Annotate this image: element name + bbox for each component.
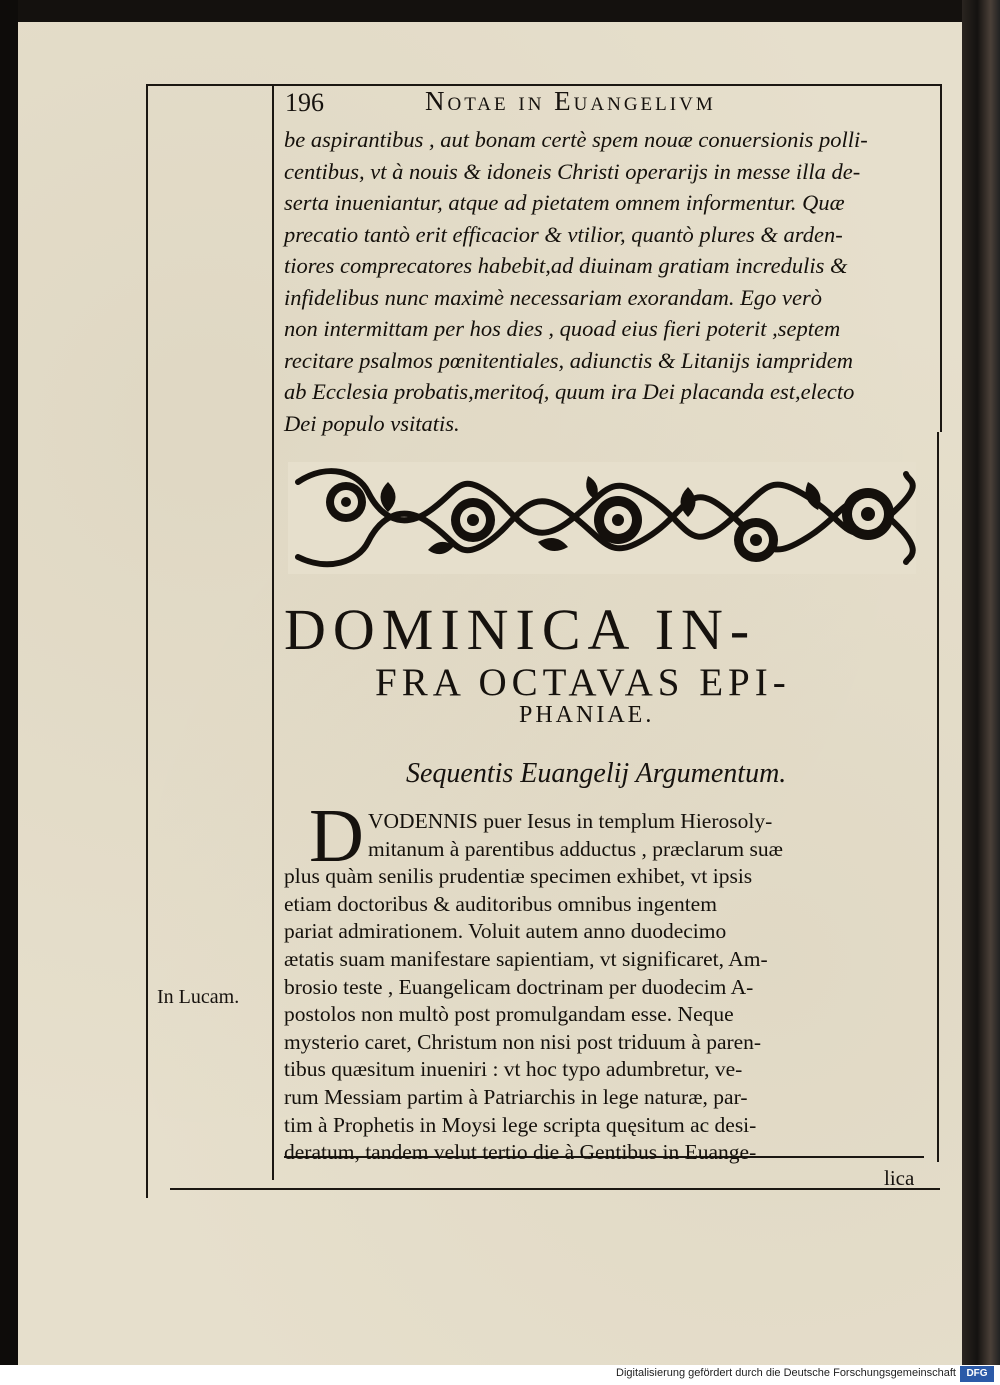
body-line: mitanum à parentibus adductus , præclarum suæ [368,836,783,861]
bottom-rule [170,1188,940,1190]
dfg-logo: DFG [960,1366,994,1382]
body-line: etiam doctoribus & auditoribus omnibus ingentem [284,891,717,916]
body-line: tim à Prophetis in Moysi lege scripta quęsitum ac desi- [284,1112,757,1137]
italic-line: infidelibus nunc maximè necessariam exorandam. Ego verò [284,284,823,310]
body-line: mysterio caret, Christum non nisi post triduum à paren- [284,1029,762,1054]
body-line: brosio teste , Euangelicam doctrinam per duodecim A- [284,974,754,999]
catchword: lica [884,1166,915,1190]
funding-credit: Digitalisierung gefördert durch die Deutsche Forschungsgemeinschaft [616,1367,956,1379]
body-line: rum Messiam partim à Patriarchis in lege naturæ, par- [284,1084,748,1109]
argument-subtitle: Sequentis Euangelij Argumentum. [406,758,787,789]
italic-line: tiores comprecatores habebit,ad diuinam gratiam incredulis & [284,253,848,278]
margin-inner-rule [272,86,274,1180]
body-line: ætatis suam manifestare sapientiam, vt significaret, Am- [284,946,768,971]
italic-line: serta inueniantur, atque ad pietatem omnem informentur. Quæ [284,190,845,215]
body-line: pariat admirationem. Voluit autem anno duodecimo [284,919,727,944]
scan-left-border [0,0,18,1365]
right-rule-upper [940,86,942,432]
drop-capital: D [309,794,364,878]
section-title-line-1: DOMINICA IN- [284,597,757,662]
italic-line: precatio tantò erit efficacior & vtilior, quantò plures & arden- [284,221,843,247]
body-paragraph [284,808,924,1167]
body-first-line: VODENNIS puer Iesus in templum Hierosoly- [368,809,773,833]
italic-line: ab Ecclesia probatis,meritoq́, quum ira Dei placanda est,electo [284,379,855,404]
section-title-line-2: FRA OCTAVAS EPI- [375,661,791,704]
italic-line: Dei populo vsitatis. [284,410,460,436]
body-line: tibus quæsitum inueniri : vt hoc typo adumbretur, ve- [284,1057,743,1082]
floral-headpiece-ornament [288,462,916,574]
section-title-line-3: PHANIAE. [519,702,655,728]
italic-paragraph [284,124,932,439]
margin-note: In Lucam. [157,986,240,1008]
body-line: plus quàm senilis prudentiæ specimen exhibet, vt ipsis [284,864,753,889]
margin-outer-rule [146,86,148,1198]
book-spine-edge [962,0,1000,1365]
page-number: 196 [285,88,324,117]
italic-line: be aspirantibus , aut bonam certè spem nouæ conuersionis polli- [284,127,868,152]
scan-top-border [18,0,962,22]
footer-bar [0,1365,1000,1385]
italic-line: recitare psalmos pœnitentiales, adiunctis & Litanijs iampridem [284,347,853,373]
italic-line: non intermittam per hos dies , quoad eius fieri poterit ,septem [284,316,841,341]
italic-line: centibus, vt à nouis & idoneis Christi operarijs in messe illa de- [284,158,861,184]
right-rule-lower [937,432,939,1162]
running-title: Notae in Euangelivm [425,86,716,116]
body-line: postolos non multò post promulgandam esse. Neque [284,1002,734,1027]
body-line: deratum, tandem velut tertio die à Gentibus in Euange- [284,1140,757,1165]
